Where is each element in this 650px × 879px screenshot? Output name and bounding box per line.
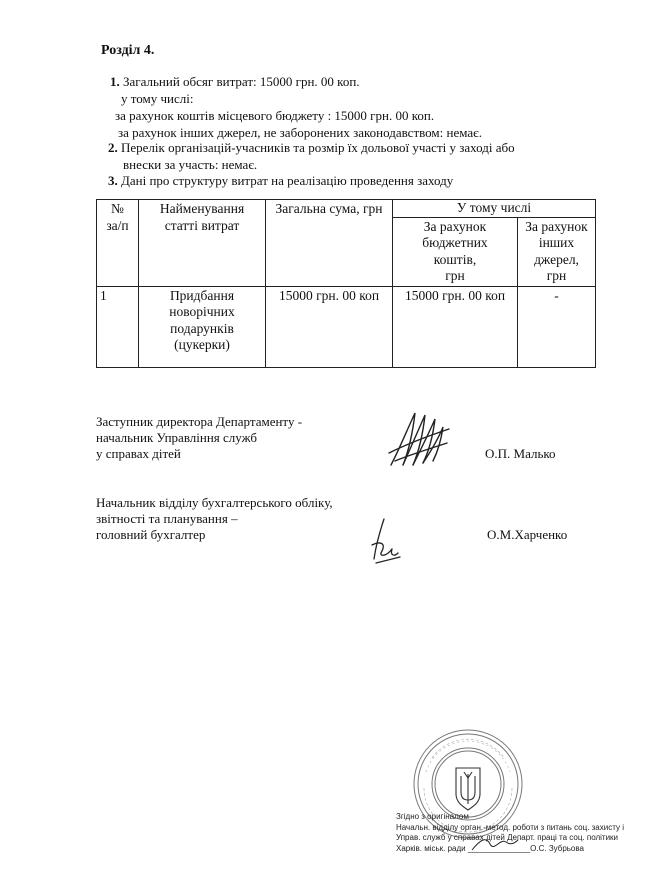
header-total-label: Загальна сума, грн [275,201,383,216]
item-1-number: 1. [110,74,120,89]
row-1-name-line-2: новорічних [169,304,235,319]
item-2-line-1: Перелік організацій-учасників та розмір їх дольової участі у заході або [121,140,515,155]
approval-line-4: Харків. міськ. ради ______________О.С. Зубрьова [396,843,584,853]
header-including-label: У тому числі [456,200,532,215]
row-1-name-line-1: Придбання [169,287,235,303]
header-num-line-1: № [111,201,124,216]
sig2-name: О.М.Харченко [487,527,568,542]
item-3-number: 3. [108,173,118,188]
header-budget-line-2: бюджетних [422,235,488,250]
item-3-text: Дані про структуру витрат на реалізацію проведення заходу [121,173,454,188]
header-other-line-4: грн [546,268,567,283]
approval-line-1: Згідно з оригіналом [396,812,469,821]
approval-signature-icon [470,832,520,856]
row-1-total: 15000 грн. 00 коп [266,286,393,367]
sig2-position-line-2: звітності та планування – [96,511,238,526]
signature-2-icon [366,515,406,570]
header-other-line-3: джерел, [534,251,579,267]
header-budget-line-4: грн [445,268,465,283]
header-name-line-2: статті витрат [164,217,240,233]
item-1 [110,74,360,90]
sig1-name: О.П. Малько [485,446,556,461]
item-2-number: 2. [108,140,118,155]
header-other-line-1: За рахунок [525,218,588,234]
header-num-cell [97,200,139,287]
header-budget-line-3: коштів, [433,251,477,267]
item-1-sub-local-budget: за рахунок коштів місцевого бюджету : 15000 грн. 00 коп. [115,108,435,123]
item-1-text: Загальний обсяг витрат: 15000 грн. 00 коп. [123,74,360,89]
header-budget-cell [393,217,518,286]
header-budget-line-1: За рахунок [423,218,487,234]
header-including-cell [393,200,596,218]
item-1-sub-including: у тому числі: [121,91,194,106]
header-other-line-2: інших [538,235,575,250]
sig1-position-line-2: начальник Управління служб [96,430,258,445]
sig1-position-line-1: Заступник директора Департаменту - [96,414,303,429]
item-2 [108,140,515,156]
item-3 [108,173,453,189]
approval-line-2: Начальн. відділу орган.-метод. роботи з питань соц. захисту і [396,822,624,832]
approval-line-3: Управ. служб у справах дітей Департ. праці та соц. політики [396,833,619,842]
row-1-name-cell [139,286,266,367]
header-total-cell [266,200,393,287]
section-title: Розділ 4. [101,43,155,58]
header-name-cell [139,200,266,287]
signature-1-icon [385,405,455,470]
sig1-position-line-3: у справах дітей [96,446,181,461]
sig2-position-line-1: Начальник відділу бухгалтерського обліку, [96,495,333,510]
row-1-name-line-4: (цукерки) [174,337,230,352]
item-2-line-2: внески за участь: немає. [123,157,258,172]
row-1-other: - [518,286,596,367]
sig2-position-line-3: головний бухгалтер [96,527,206,542]
header-num-line-2: за/п [106,217,129,233]
expense-table [96,199,596,368]
header-name-line-1: Найменування [159,201,245,216]
row-1-budget: 15000 грн. 00 коп [393,286,518,367]
table-header-row-1 [97,200,596,218]
row-1-num: 1 [97,286,139,367]
table-row [97,286,596,367]
item-1-sub-other-sources: за рахунок інших джерел, не заборонених законодавством: немає. [118,125,482,140]
header-other-cell [518,217,596,286]
row-1-name-line-3: подарунків [170,320,234,336]
